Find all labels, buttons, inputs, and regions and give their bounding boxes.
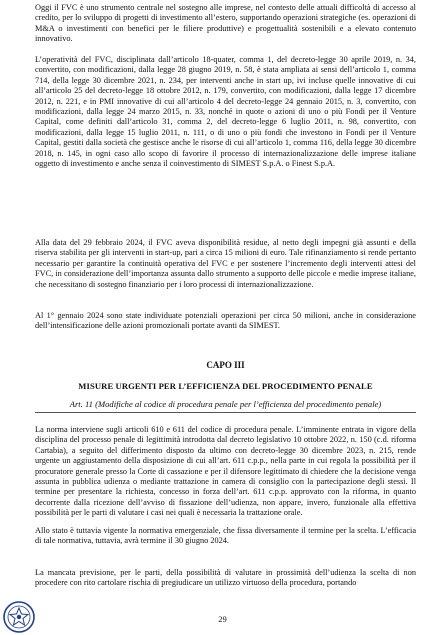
chapter-heading: CAPO III [206,360,245,370]
page-number: 29 [218,614,227,624]
paragraph-normativa-emergenziale: Allo stato è tuttavia vigente la normativa emergenziale, che fissa diversamente il termine per la scelta. L’efficacia di tale normativa, tuttavia, avrà termine il 30 giugno 2024. [35,526,416,546]
paragraph-norma-610-611: La norma interviene sugli articoli 610 e 611 del codice di procedura penale. L’imminente entrata in vigore della disciplina del processo penale di legittimità introdotta dal decreto legislativo 10 ottobre 2022, n. 150 (c.d. riforma Cartabia), a seguito del differimento disposto da ultimo con decreto-legge 30 dicembre 2023, n. 215, rende urgente un aggiustamento della disposizione di cui all’art. 611 c.p.p., nella parte in cui regola la possibilità per il procuratore generale presso la Corte di cassazione e per il difensore legittimato di chiedere che la decisione venga assunta in pubblica udienza o mediante trattazione in camera di consiglio con la partecipazione degli stessi. Il termine per presentare la richiesta, concesso in forza dell’art. 611 c.p.p. approvato con la riforma, in quanto decorrente dalla ricezione dell’avviso di fissazione dell’udienza, non appare, invero, funzionale alla effettiva possibilità per le parti di valutare i casi nei quali è necessaria la trattazione orale. [35,425,416,518]
paragraph-mancata-previsione: La mancata previsione, per le parti, della possibilità di valutare in prossimità dell’udienza la scelta di non procedere con rito cartolare rischia di pregiudicare un utilizzo virtuoso della procedura, portando [35,568,416,588]
paragraph-fvc-intro: Oggi il FVC è uno strumento centrale nel sostegno alle imprese, nel contesto delle attuali difficoltà di accesso al credito, per lo sviluppo di progetti di investimento all’estero, supportando operazioni strategiche (es. operazioni di M&A o investimenti con benefici per le filiere produttive) e progettualità sostenibili e a elevato contenuto innovativo. [35,3,416,44]
article-heading: Art. 11 (Modifiche al codice di procedura penale per l’efficienza del procedimento penale) [69,399,382,409]
article-underline [35,412,416,413]
paragraph-fvc-operativita: L’operatività del FVC, disciplinata dall’articolo 18-quater, comma 1, del decreto-legge 30 aprile 2019, n. 34, convertito, con modificazioni, dalla legge 28 giugno 2019, n. 58, è stata ampliata ai sensi dell’articolo 1, comma 714, della legge 30 dicembre 2021, n. 234, per interventi anche in start up, ivi incluse quelle innovative di cui all’articolo 25 del decreto-legge 18 ottobre 2012, n. 179, convertito, con modificazioni, dalla legge 17 dicembre 2012, n. 221, e in PMI innovative di cui all’articolo 4 del decreto-legge 24 gennaio 2015, n. 3, convertito, con modificazioni, dalla legge 24 marzo 2015, n. 33, nonché in quote o azioni di uno o più Fondi per il Venture Capital, come definiti dall’articolo 31, comma 2, del decreto-legge 6 luglio 2011, n. 98, convertito, con modificazioni, dalla legge 15 luglio 2011, n. 111, o di uno o più fondi che investono in Fondi per il Venture Capital, gestiti dalla società che gestisce anche le risorse di cui all’articolo 1, comma 116, della legge 30 dicembre 2018, n. 145, in ogni caso allo scopo di favorire il processo di internazionalizzazione delle imprese italiane oggetto di investimento e anche senza il coinvestimento di SIMEST S.p.A. o Finest S.p.A. [35,55,416,169]
paragraph-fvc-disponibilita: Alla data del 29 febbraio 2024, il FVC aveva disponibilità residue, al netto degli impegni già assunti e della riserva stabilita per gli interventi in start-up, pari a circa 15 milioni di euro. Tale rifinanziamento si rende pertanto necessario per garantire la continuità operativa del FVC e per sostenere l’incremento degli interventi attesi del FVC, in considerazione dell’importanza assunta dallo strumento a supporto delle piccole e medie imprese italiane, che necessitano di sostegno finanziario per i loro processi di internazionalizzazione. [35,238,416,289]
paragraph-fvc-operazioni: Al 1° gennaio 2024 sono state individuate potenziali operazioni per circa 50 milioni, anche in considerazione dell’intensificazione delle azioni promozionali portate avanti da SIMEST. [35,311,416,331]
section-heading: MISURE URGENTI PER L’EFFICIENZA DEL PROCEDIMENTO PENALE [78,381,373,391]
